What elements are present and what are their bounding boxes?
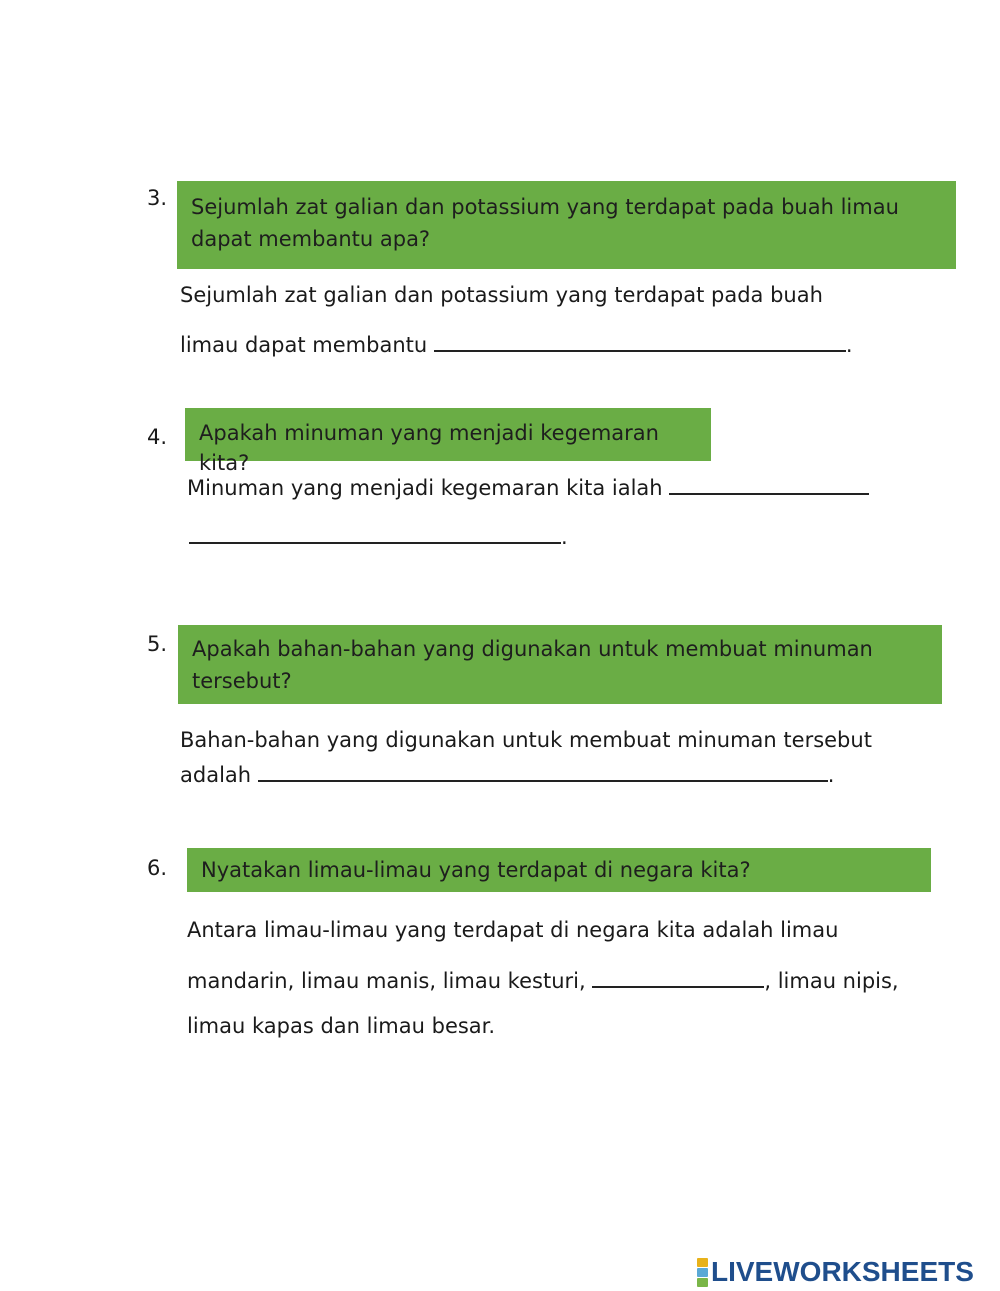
answer-4-suffix: . bbox=[561, 525, 568, 549]
answer-5-suffix: . bbox=[827, 763, 835, 787]
liveworksheets-logo bbox=[697, 1257, 974, 1287]
answer-3-line-1: Sejumlah zat galian dan potassium yang terdapat pada buah bbox=[180, 283, 823, 307]
answer-6-prefix: mandarin, limau manis, limau kesturi, bbox=[187, 969, 586, 993]
question-4-box bbox=[185, 408, 711, 475]
answer-5-prefix: adalah bbox=[180, 763, 252, 787]
logo-text: LIVEWORKSHEETS bbox=[711, 1256, 974, 1287]
answer-4-prefix: Minuman yang menjadi kegemaran kita ialah bbox=[187, 476, 663, 500]
answer-4-line-1 bbox=[187, 473, 869, 500]
answer-3-blank[interactable] bbox=[434, 330, 846, 352]
question-5-text: Apakah bahan-bahan yang digunakan untuk membuat minuman tersebut? bbox=[192, 637, 873, 693]
question-3-number: 3. bbox=[147, 186, 168, 210]
question-6-text: Nyatakan limau-limau yang terdapat di negara kita? bbox=[201, 858, 751, 882]
answer-6-line-1: Antara limau-limau yang terdapat di negara kita adalah limau bbox=[187, 918, 839, 942]
answer-4-blank-2[interactable] bbox=[189, 522, 561, 544]
answer-5-line-1: Bahan-bahan yang digunakan untuk membuat minuman tersebut bbox=[180, 728, 872, 752]
answer-5-blank[interactable] bbox=[258, 760, 828, 782]
answer-4-blank-1[interactable] bbox=[669, 473, 869, 495]
answer-6-line-3: limau kapas dan limau besar. bbox=[187, 1014, 496, 1038]
question-3-box bbox=[177, 181, 956, 269]
answer-3-suffix: . bbox=[845, 333, 853, 357]
question-4-number: 4. bbox=[147, 425, 168, 449]
answer-5-line-2 bbox=[180, 760, 834, 787]
question-6-box bbox=[187, 848, 931, 892]
question-3-text: Sejumlah zat galian dan potassium yang terdapat pada buah limau dapat membantu apa? bbox=[191, 195, 899, 251]
question-4-text: Apakah minuman yang menjadi kegemaran kita? bbox=[199, 421, 659, 475]
question-5-number: 5. bbox=[147, 632, 168, 656]
answer-3-line-2 bbox=[180, 330, 853, 357]
answer-6-line-2 bbox=[187, 966, 899, 993]
answer-4-line-2 bbox=[189, 522, 568, 549]
answer-3-prefix: limau dapat membantu bbox=[180, 333, 428, 357]
answer-6-suffix: , limau nipis, bbox=[764, 969, 899, 993]
question-5-box bbox=[178, 625, 942, 704]
logo-mark-icon bbox=[697, 1258, 708, 1287]
question-6-number: 6. bbox=[147, 856, 168, 880]
answer-6-blank[interactable] bbox=[592, 966, 764, 988]
